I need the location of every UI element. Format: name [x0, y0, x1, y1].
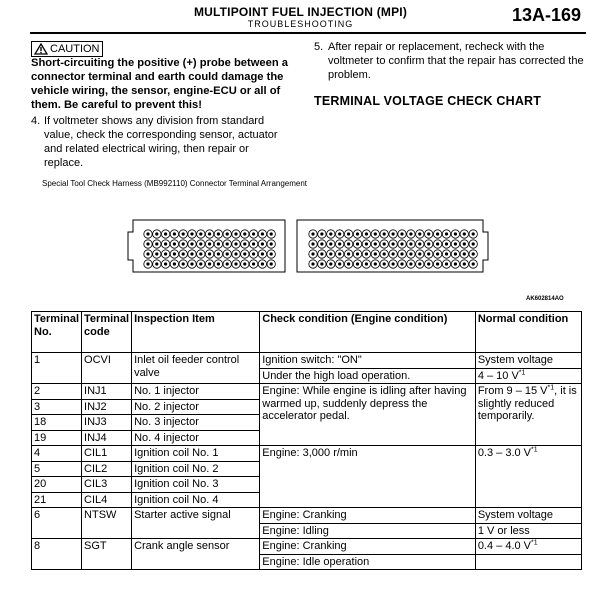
cell-inspection-item: Ignition coil No. 2	[132, 461, 260, 477]
table-row	[32, 539, 582, 555]
connector-pin-label	[383, 252, 386, 255]
connector-pin-label	[311, 262, 314, 265]
connector-pin-label	[199, 262, 202, 265]
figure-code: AK602814AO	[526, 296, 564, 302]
connector-pin-label	[392, 242, 395, 245]
connector-pin-label	[463, 262, 466, 265]
connector-pin-label	[418, 242, 421, 245]
connector-pin-label	[320, 252, 323, 255]
note-5	[314, 40, 584, 82]
connector-pin-label	[234, 232, 237, 235]
connector-pin-label	[356, 242, 359, 245]
cell-check-condition: Engine: Cranking	[260, 508, 476, 524]
connector-pin-label	[347, 232, 350, 235]
connector-pin-label	[199, 242, 202, 245]
cell-inspection-item: No. 3 injector	[132, 415, 260, 431]
cell-terminal-no: 19	[32, 430, 82, 446]
cell-terminal-no: 20	[32, 477, 82, 493]
header-check-condition: Check condition (Engine condition)	[260, 312, 476, 353]
connector-pin-label	[226, 242, 229, 245]
caution-text: Short-circuiting the positive (+) probe between a connector terminal and earth could damage the vehicle wiring, the sensor, engine-ECU or all of them. Be careful to prevent this!	[31, 57, 289, 111]
connector-pin-label	[445, 242, 448, 245]
connector-pin-label	[234, 252, 237, 255]
cell-inspection-item: Ignition coil No. 4	[132, 492, 260, 508]
connector-pin-label	[383, 232, 386, 235]
cell-inspection-item: No. 2 injector	[132, 399, 260, 415]
connector-pin-label	[329, 262, 332, 265]
connector-pin-label	[392, 232, 395, 235]
note-5-text: After repair or replacement, recheck with the voltmeter to confirm that the repair has corrected the problem.	[328, 41, 584, 81]
connector-pin-label	[164, 262, 167, 265]
connector-pin-label	[190, 242, 193, 245]
connector-pin-label	[374, 242, 377, 245]
connector-pin-label	[463, 252, 466, 255]
connector-pin-label	[146, 242, 149, 245]
cell-terminal-no: 8	[32, 539, 82, 570]
terminal-voltage-table	[31, 311, 582, 570]
connector-pin-label	[243, 252, 246, 255]
connector-pin-label	[400, 262, 403, 265]
connector-pin-label	[311, 232, 314, 235]
connector-pin-label	[173, 262, 176, 265]
cell-terminal-code: INJ3	[82, 415, 132, 431]
cell-inspection-item: Crank angle sensor	[132, 539, 260, 570]
connector-pin-label	[454, 242, 457, 245]
header-inspection-item: Inspection Item	[132, 312, 260, 353]
header-rule	[30, 32, 586, 34]
normal-value-tail: , it is slightly reduced temporarily.	[477, 385, 577, 422]
connector-pin-label	[329, 232, 332, 235]
cell-normal-condition	[475, 554, 581, 570]
cell-terminal-no: 4	[32, 446, 82, 462]
cell-normal-condition: System voltage	[475, 508, 581, 524]
note-4-text: If voltmeter shows any division from standard value, check the corresponding sensor, actuator and related electrical wiring, then repair or replace.	[44, 115, 278, 169]
check-value: Engine: Cranking	[262, 540, 347, 552]
connector-diagram	[125, 214, 491, 282]
connector-pin-label	[365, 252, 368, 255]
table-row	[32, 384, 582, 400]
cell-terminal-no: 1	[32, 353, 82, 384]
connector-pin-label	[182, 242, 185, 245]
connector-pin-label	[338, 232, 341, 235]
connector-pin-label	[454, 232, 457, 235]
cell-inspection-item: No. 1 injector	[132, 384, 260, 400]
connector-pin-label	[208, 242, 211, 245]
connector-pin-label	[226, 262, 229, 265]
cell-terminal-no: 3	[32, 399, 82, 415]
connector-pin-label	[155, 262, 158, 265]
table-row	[32, 446, 582, 462]
normal-value: 4 – 10 V	[477, 369, 519, 382]
table-header-row	[32, 312, 582, 353]
connector-pin-label	[261, 252, 264, 255]
caution-label-text: CAUTION	[50, 43, 100, 55]
connector-pin-label	[270, 262, 273, 265]
cell-check-condition: Engine: Idling	[260, 523, 476, 539]
connector-pin-label	[383, 242, 386, 245]
connector-pin-label	[409, 262, 412, 265]
connector-pin-label	[374, 252, 377, 255]
caution-label	[31, 41, 103, 57]
connector-pin-label	[436, 252, 439, 255]
connector-pin-label	[320, 242, 323, 245]
connector-pin-label	[463, 232, 466, 235]
connector-pin-label	[199, 252, 202, 255]
connector-pin-label	[190, 232, 193, 235]
connector-pin-label	[463, 242, 466, 245]
footnote-mark: *1	[518, 368, 526, 376]
connector-pin-label	[155, 242, 158, 245]
cell-terminal-code: INJ1	[82, 384, 132, 400]
cell-inspection-item: No. 4 injector	[132, 430, 260, 446]
cell-terminal-code: INJ2	[82, 399, 132, 415]
connector-pin-label	[427, 262, 430, 265]
connector-pin-label	[146, 262, 149, 265]
connector-pin-label	[243, 242, 246, 245]
connector-pin-label	[252, 242, 255, 245]
cell-terminal-code: CIL4	[82, 492, 132, 508]
connector-pin-label	[182, 262, 185, 265]
connector-pin-label	[329, 252, 332, 255]
connector-pin-label	[311, 242, 314, 245]
connector-pin-label	[311, 252, 314, 255]
connector-pin-label	[217, 242, 220, 245]
connector-pin-label	[347, 262, 350, 265]
connector-pin-label	[445, 232, 448, 235]
connector-pin-label	[208, 262, 211, 265]
connector-pin-label	[347, 252, 350, 255]
connector-pin-label	[472, 262, 475, 265]
cell-terminal-no: 18	[32, 415, 82, 431]
connector-pin-label	[226, 252, 229, 255]
connector-pin-label	[436, 262, 439, 265]
connector-pin-label	[409, 242, 412, 245]
table-row	[32, 508, 582, 524]
page-number: 13A-169	[511, 5, 581, 25]
connector-pin-label	[173, 242, 176, 245]
connector-pin-label	[270, 252, 273, 255]
connector-pin-label	[190, 262, 193, 265]
connector-pin-label	[365, 232, 368, 235]
connector-right-pins	[309, 230, 478, 268]
normal-value: 0.3 – 3.0 V	[477, 447, 532, 459]
note-4-number: 4.	[31, 115, 41, 127]
note-4	[31, 114, 291, 170]
cell-inspection-item: Ignition coil No. 1	[132, 446, 260, 462]
connector-pin-label	[374, 232, 377, 235]
connector-pin-label	[146, 232, 149, 235]
cell-terminal-code: SGT	[82, 539, 132, 570]
connector-pin-label	[164, 232, 167, 235]
cell-check-condition: Engine: 3,000 r/min	[260, 446, 476, 508]
connector-pin-label	[252, 262, 255, 265]
connector-pin-label	[400, 252, 403, 255]
connector-pin-label	[208, 232, 211, 235]
connector-pin-label	[418, 252, 421, 255]
cell-normal-condition: 1 V or less	[475, 523, 581, 539]
connector-pin-label	[182, 232, 185, 235]
connector-pin-label	[329, 242, 332, 245]
cell-terminal-no: 5	[32, 461, 82, 477]
cell-terminal-code: CIL2	[82, 461, 132, 477]
connector-pin-label	[409, 252, 412, 255]
connector-pin-label	[472, 242, 475, 245]
connector-pin-label	[365, 262, 368, 265]
connector-pin-label	[146, 252, 149, 255]
cell-check-condition: Under the high load operation.	[260, 368, 476, 384]
connector-pin-label	[252, 232, 255, 235]
connector-pin-label	[164, 252, 167, 255]
connector-pin-label	[427, 232, 430, 235]
cell-terminal-code: CIL3	[82, 477, 132, 493]
connector-pin-label	[436, 242, 439, 245]
connector-pin-label	[190, 252, 193, 255]
cell-inspection-item: Ignition coil No. 3	[132, 477, 260, 493]
cell-normal-condition	[475, 384, 581, 446]
connector-pin-label	[472, 232, 475, 235]
connector-pin-label	[356, 252, 359, 255]
header-subtitle: TROUBLESHOOTING	[247, 19, 354, 29]
cell-terminal-code: NTSW	[82, 508, 132, 539]
cell-terminal-no: 6	[32, 508, 82, 539]
cell-terminal-no: 2	[32, 384, 82, 400]
cell-check-condition: Ignition switch: "ON"	[260, 353, 476, 369]
connector-pin-label	[445, 262, 448, 265]
cell-terminal-no: 21	[32, 492, 82, 508]
connector-pin-label	[356, 232, 359, 235]
connector-pin-label	[234, 242, 237, 245]
connector-pin-label	[454, 252, 457, 255]
connector-pin-label	[320, 262, 323, 265]
figure-caption: Special Tool Check Harness (MB992110) Connector Terminal Arrangement	[42, 179, 308, 188]
cell-check-condition	[260, 539, 476, 555]
connector-pin-label	[252, 252, 255, 255]
connector-pin-label	[445, 252, 448, 255]
cell-normal-condition	[475, 539, 581, 555]
connector-pin-label	[234, 262, 237, 265]
connector-pin-label	[173, 232, 176, 235]
connector-pin-label	[400, 242, 403, 245]
connector-pin-label	[155, 252, 158, 255]
cell-check-condition: Engine: Idle operation	[260, 554, 476, 570]
connector-pin-label	[454, 262, 457, 265]
connector-pin-label	[338, 242, 341, 245]
header-title: MULTIPOINT FUEL INJECTION (MPI)	[193, 5, 408, 19]
connector-pin-label	[383, 262, 386, 265]
connector-pin-label	[347, 242, 350, 245]
connector-pin-label	[338, 252, 341, 255]
connector-pin-label	[270, 242, 273, 245]
warning-triangle-icon	[34, 43, 48, 55]
connector-pin-label	[472, 252, 475, 255]
connector-pin-label	[208, 252, 211, 255]
normal-value: 0.4 – 4.0 V	[477, 540, 532, 552]
connector-pin-label	[418, 232, 421, 235]
connector-pin-label	[374, 262, 377, 265]
cell-inspection-item: Inlet oil feeder control valve	[132, 353, 260, 384]
header-terminal-code: Terminal code	[82, 312, 132, 353]
cell-terminal-code: CIL1	[82, 446, 132, 462]
connector-pin-label	[320, 232, 323, 235]
connector-pin-label	[173, 252, 176, 255]
header-terminal-no: Terminal No.	[32, 312, 82, 353]
section-heading: TERMINAL VOLTAGE CHECK CHART	[314, 94, 542, 108]
note-5-number: 5.	[314, 41, 324, 53]
cell-check-condition: Engine: While engine is idling after having warmed up, suddenly depress the accelerator pedal.	[260, 384, 476, 446]
connector-pin-label	[164, 242, 167, 245]
connector-pin-label	[217, 232, 220, 235]
connector-pin-label	[392, 262, 395, 265]
footnote-mark: *1	[531, 446, 538, 454]
connector-pin-label	[243, 262, 246, 265]
footnote-mark: *1	[531, 539, 538, 547]
connector-pin-label	[338, 262, 341, 265]
connector-pin-label	[409, 232, 412, 235]
connector-pin-label	[261, 232, 264, 235]
connector-pin-label	[182, 252, 185, 255]
connector-pin-label	[400, 232, 403, 235]
connector-pin-label	[261, 242, 264, 245]
connector-pin-label	[155, 232, 158, 235]
connector-pin-label	[217, 262, 220, 265]
connector-pin-label	[436, 232, 439, 235]
connector-pin-label	[217, 252, 220, 255]
cell-normal-condition: System voltage	[475, 353, 581, 369]
connector-pin-label	[356, 262, 359, 265]
normal-value: From 9 – 15 V	[477, 385, 548, 397]
cell-normal-condition	[475, 368, 581, 384]
cell-inspection-item: Starter active signal	[132, 508, 260, 539]
connector-pin-label	[418, 262, 421, 265]
connector-pin-label	[243, 232, 246, 235]
connector-pin-label	[270, 232, 273, 235]
table-row	[32, 353, 582, 369]
connector-pin-label	[392, 252, 395, 255]
cell-normal-condition	[475, 446, 581, 508]
connector-pin-label	[226, 232, 229, 235]
connector-pin-label	[427, 242, 430, 245]
cell-terminal-code: OCVI	[82, 353, 132, 384]
header-normal-condition: Normal condition	[475, 312, 581, 353]
connector-left-pins	[144, 230, 276, 268]
connector-pin-label	[199, 232, 202, 235]
connector-pin-label	[261, 262, 264, 265]
connector-pin-label	[365, 242, 368, 245]
footnote-mark: *1	[547, 384, 555, 392]
cell-terminal-code: INJ4	[82, 430, 132, 446]
connector-pin-label	[427, 252, 430, 255]
